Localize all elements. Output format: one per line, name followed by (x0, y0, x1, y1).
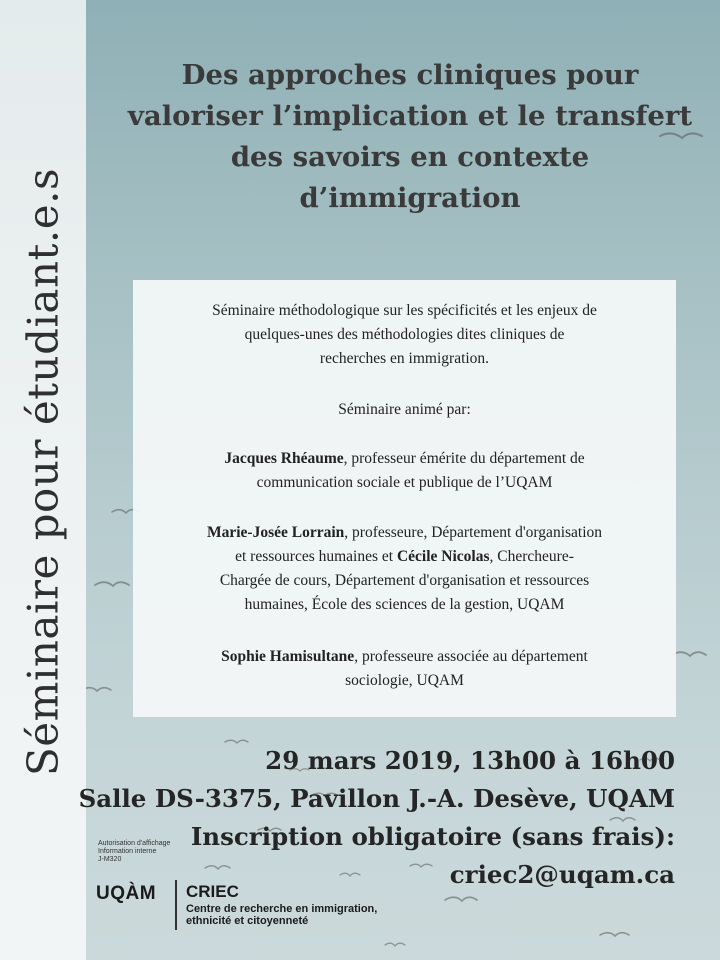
speaker-role: Chargée de cours, Département d'organisation et ressources (219, 572, 590, 589)
bird-icon (672, 652, 706, 656)
criec-logo: CRIEC (186, 882, 239, 901)
description-line: recherches en immigration. (319, 350, 490, 367)
authorization-line: J-M320 (98, 856, 122, 863)
description-line: quelques-unes des méthodologies dites cliniques de (244, 326, 565, 343)
speaker-name: Jacques Rhéaume (224, 450, 344, 467)
seminar-description (133, 299, 676, 371)
speaker-sophie (133, 645, 676, 693)
speaker-name: Marie-Josée Lorrain (206, 524, 345, 541)
speaker-name: Cécile Nicolas (396, 548, 490, 565)
main-title (110, 55, 710, 219)
event-details (79, 742, 675, 894)
posting-authorization (98, 840, 170, 864)
authorization-line: Autorisation d'affichage (98, 840, 171, 847)
title-line: Des approches cliniques pour (181, 59, 639, 91)
logo-divider (175, 880, 177, 930)
bird-icon (385, 943, 405, 946)
speaker-role: , professeure associée au département (354, 648, 588, 665)
speaker-role: communication sociale et publique de l’UQAM (256, 474, 553, 491)
criec-full-line: Centre de recherche en immigration, (186, 903, 378, 915)
speaker-role: , Chercheure- (489, 548, 574, 565)
event-registration: Inscription obligatoire (sans frais): (190, 822, 675, 851)
title-line: valoriser l’implication et le transfert (127, 100, 693, 132)
uqam-logo: UQÀM (96, 883, 157, 904)
side-strip (0, 0, 86, 960)
event-email[interactable]: criec2@uqam.ca (449, 860, 675, 889)
event-location: Salle DS-3375, Pavillon J.-A. Desève, UQAM (78, 784, 675, 813)
speaker-lorrain-nicolas (133, 521, 676, 617)
speaker-role: , professeure, Département d'organisation (344, 524, 603, 541)
bird-icon (95, 582, 129, 586)
animated-by-label: Séminaire animé par: (338, 401, 471, 418)
info-box (133, 280, 676, 717)
speaker-role: humaines, École des sciences de la gestion, UQAM (244, 596, 565, 613)
criec-full-name (186, 903, 377, 927)
speaker-role: et ressources humaines et (235, 548, 397, 565)
vertical-title: Séminaire pour étudiant.e.s (18, 167, 68, 777)
authorization-line: Information interne (98, 848, 157, 855)
speaker-jacques (133, 447, 676, 495)
speaker-name: Sophie Hamisultane (221, 648, 355, 665)
title-line: des savoirs en contexte (230, 141, 590, 173)
speaker-role: sociologie, UQAM (345, 672, 464, 689)
description-line: Séminaire méthodologique sur les spécificités et les enjeux de (212, 302, 597, 319)
bird-icon (82, 688, 111, 691)
speaker-role: , professeur émérite du département de (343, 450, 585, 467)
event-datetime: 29 mars 2019, 13h00 à 16h00 (265, 746, 675, 775)
title-line: d’immigration (299, 182, 521, 214)
criec-full-line: ethnicité et citoyenneté (186, 915, 309, 927)
bird-icon (445, 897, 477, 901)
bird-icon (600, 933, 629, 936)
